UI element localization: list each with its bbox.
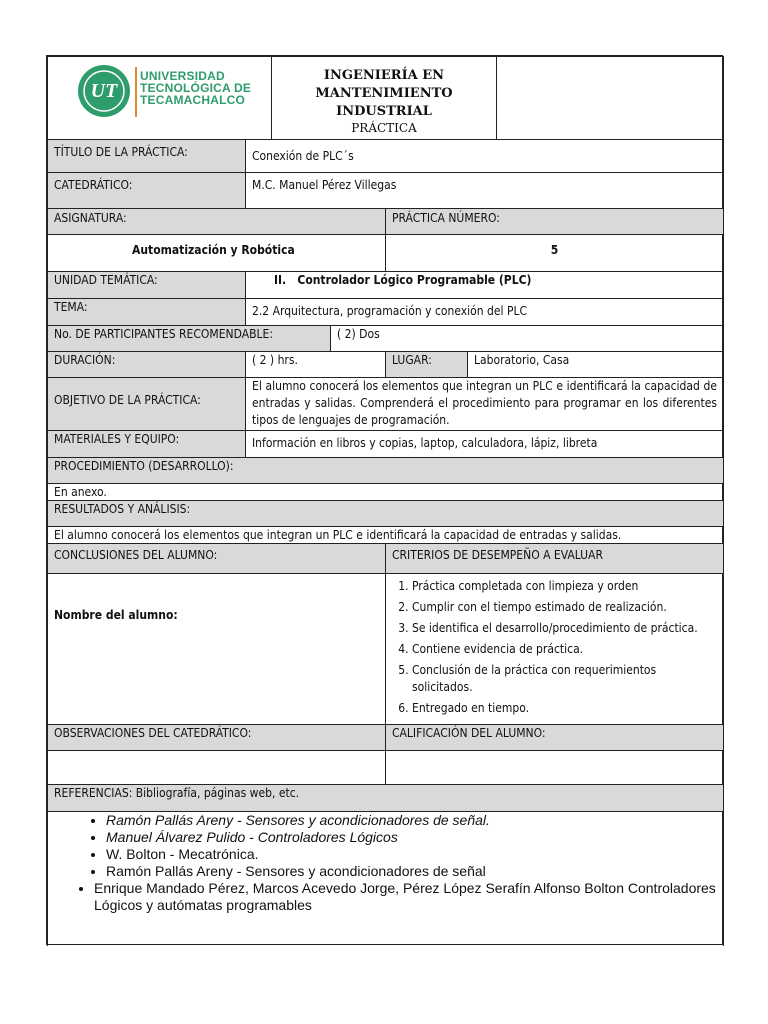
observaciones-field[interactable] bbox=[47, 750, 386, 785]
program-line-3: INDUSTRIAL bbox=[336, 104, 432, 119]
calificacion-field[interactable] bbox=[385, 750, 724, 785]
criterio-item: 4. Contiene evidencia de práctica. bbox=[412, 641, 717, 658]
tema-label: TEMA: bbox=[47, 298, 246, 326]
participantes-label: No. DE PARTICIPANTES RECOMENDABLE: bbox=[47, 325, 331, 352]
referencia-item: • Ramón Pallás Areny - Sensores y acondicionadores de señal. bbox=[106, 812, 717, 829]
program-line-1: INGENIERÍA EN bbox=[323, 68, 445, 83]
resultados-value: El alumno conocerá los elementos que integran un PLC e identificará la capacidad de entradas y salidas. bbox=[47, 526, 724, 544]
practica-numero-value: 5 bbox=[385, 234, 724, 272]
catedratico-value: M.C. Manuel Pérez Villegas bbox=[245, 172, 724, 209]
lugar-value: Laboratorio, Casa bbox=[467, 351, 724, 378]
university-line-1: UNIVERSIDAD bbox=[140, 69, 225, 83]
materiales-label: MATERIALES Y EQUIPO: bbox=[47, 430, 246, 458]
criterios-list-cell bbox=[385, 573, 724, 725]
observaciones-label: OBSERVACIONES DEL CATEDRÁTICO: bbox=[47, 724, 386, 751]
criterio-item: 1. Práctica completada con limpieza y orden bbox=[412, 578, 717, 595]
procedimiento-value: En anexo. bbox=[47, 483, 724, 501]
criterio-item: 3. Se identifica el desarrollo/procedimiento de práctica. bbox=[412, 620, 717, 637]
duracion-label: DURACIÓN: bbox=[47, 351, 246, 378]
titulo-label: TÍTULO DE LA PRÁCTICA: bbox=[47, 139, 246, 173]
criterio-item: 6. Entregado en tiempo. bbox=[412, 700, 717, 717]
logo-divider bbox=[135, 67, 137, 117]
referencia-item: • Manuel Álvarez Pulido - Controladores Lógicos bbox=[106, 829, 717, 846]
materiales-value: Información en libros y copias, laptop, calculadora, lápiz, libreta bbox=[245, 430, 724, 458]
objetivo-label: OBJETIVO DE LA PRÁCTICA: bbox=[47, 377, 246, 431]
referencias-cell bbox=[47, 811, 724, 946]
university-name bbox=[140, 70, 251, 106]
referencia-item: • W. Bolton - Mecatrónica. bbox=[106, 846, 717, 863]
referencia-item: • Ramón Pallás Areny - Sensores y acondicionadores de señal bbox=[106, 863, 717, 880]
asignatura-value: Automatización y Robótica bbox=[47, 234, 386, 272]
duracion-value: ( 2 ) hrs. bbox=[245, 351, 386, 378]
header-blank-cell bbox=[496, 56, 724, 140]
doc-type: PRÁCTICA bbox=[351, 121, 417, 135]
referencias-list bbox=[54, 812, 717, 914]
program-line-2: MANTENIMIENTO bbox=[315, 86, 453, 101]
logo-cell bbox=[47, 56, 272, 140]
resultados-label: RESULTADOS Y ANÁLISIS: bbox=[47, 500, 724, 527]
practice-form bbox=[46, 55, 723, 945]
program-cell bbox=[271, 56, 497, 140]
objetivo-value: El alumno conocerá los elementos que integran un PLC e identificará la capacidad de entradas y salidas. Comprenderá el procedimiento para programar en los diferentes tipos de lenguajes de programación. bbox=[245, 377, 724, 431]
lugar-label: LUGAR: bbox=[385, 351, 468, 378]
referencia-item: • Enrique Mandado Pérez, Marcos Acevedo Jorge, Pérez López Serafín Alfonso Bolton Controladores Lógicos y autómatas programables bbox=[94, 880, 717, 914]
procedimiento-label: PROCEDIMIENTO (DESARROLLO): bbox=[47, 457, 724, 484]
calificacion-label: CALIFICACIÓN DEL ALUMNO: bbox=[385, 724, 724, 751]
referencias-label: REFERENCIAS: Bibliografía, páginas web, etc. bbox=[47, 784, 724, 812]
unidad-value: II. Controlador Lógico Programable (PLC) bbox=[245, 271, 724, 299]
titulo-value: Conexión de PLC´s bbox=[245, 139, 724, 173]
conclusiones-label: CONCLUSIONES DEL ALUMNO: bbox=[47, 543, 386, 574]
asignatura-label: ASIGNATURA: bbox=[47, 208, 386, 235]
catedratico-label: CATEDRÁTICO: bbox=[47, 172, 246, 209]
tema-value: 2.2 Arquitectura, programación y conexión del PLC bbox=[245, 298, 724, 326]
participantes-value: ( 2) Dos bbox=[330, 325, 724, 352]
practica-numero-label: PRÁCTICA NÚMERO: bbox=[385, 208, 724, 235]
university-logo bbox=[76, 63, 132, 119]
nombre-alumno-label: Nombre del alumno: bbox=[47, 573, 386, 725]
criterio-item: 2. Cumplir con el tiempo estimado de realización. bbox=[412, 599, 717, 616]
university-line-3: TECAMACHALCO bbox=[140, 93, 246, 107]
criterios-list bbox=[392, 578, 717, 717]
unidad-label: UNIDAD TEMÁTICA: bbox=[47, 271, 246, 299]
university-line-2: TECNOLÓGICA DE bbox=[140, 81, 252, 95]
criterios-label: CRITERIOS DE DESEMPEÑO A EVALUAR bbox=[385, 543, 724, 574]
svg-text:UT: UT bbox=[90, 80, 118, 102]
criterio-item: 5. Conclusión de la práctica con requerimientos solicitados. bbox=[412, 662, 717, 696]
